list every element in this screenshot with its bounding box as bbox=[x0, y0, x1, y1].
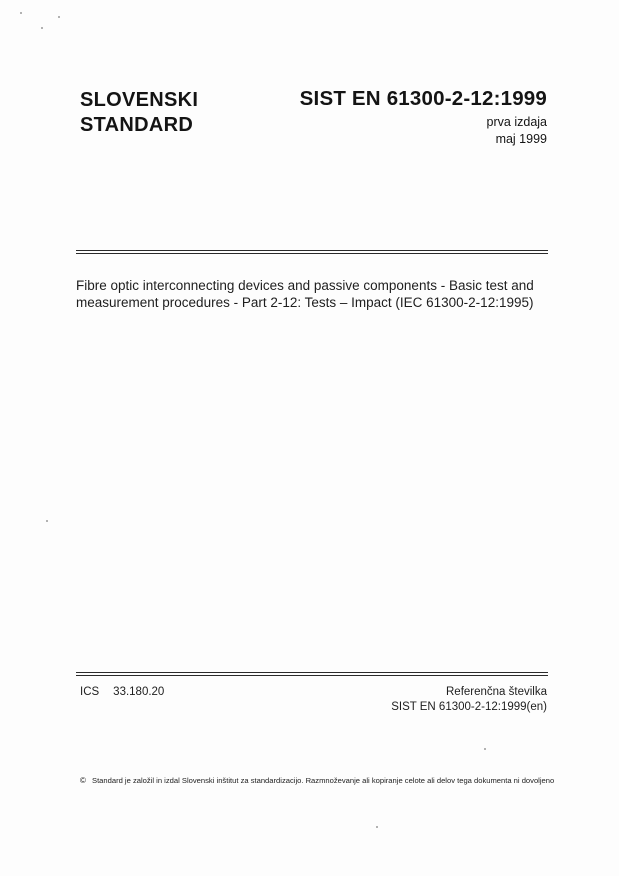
copyright-icon: © bbox=[80, 776, 86, 785]
publication-date: maj 1999 bbox=[495, 132, 547, 146]
issuer-line-2: STANDARD bbox=[80, 114, 194, 136]
standard-info bbox=[300, 86, 547, 148]
top-divider bbox=[76, 250, 548, 254]
scan-speck bbox=[376, 826, 378, 828]
bottom-divider bbox=[76, 672, 548, 676]
title-line-1: Fibre optic interconnecting devices and passive components - Basic test and bbox=[76, 278, 534, 293]
issuer-name bbox=[80, 88, 198, 138]
scan-speck bbox=[58, 16, 60, 18]
ics-label: ICS bbox=[80, 686, 100, 698]
copyright-text: Standard je založil in izdal Slovenski inštitut za standardizacijo. Razmnoževanje ali kopiranje celote ali delov tega dokumenta ni dovoljeno bbox=[92, 776, 555, 785]
title-line-2: measurement procedures - Part 2-12: Tests – Impact (IEC 61300-2-12:1995) bbox=[76, 295, 534, 310]
scan-speck bbox=[41, 27, 43, 29]
copyright-notice bbox=[80, 776, 554, 786]
edition-label: prva izdaja bbox=[486, 115, 547, 129]
scan-speck bbox=[484, 748, 486, 750]
reference-label: Referenčna številka bbox=[446, 686, 547, 698]
reference-block bbox=[391, 685, 547, 715]
ics-classification bbox=[80, 685, 164, 700]
standard-number: SIST EN 61300-2-12:1999 bbox=[299, 87, 547, 110]
scan-speck bbox=[46, 520, 48, 522]
reference-number: SIST EN 61300-2-12:1999(en) bbox=[391, 701, 547, 713]
document-title bbox=[76, 277, 556, 311]
issuer-line-1: SLOVENSKI bbox=[80, 89, 199, 111]
scan-speck bbox=[20, 12, 22, 14]
ics-code: 33.180.20 bbox=[113, 686, 165, 698]
